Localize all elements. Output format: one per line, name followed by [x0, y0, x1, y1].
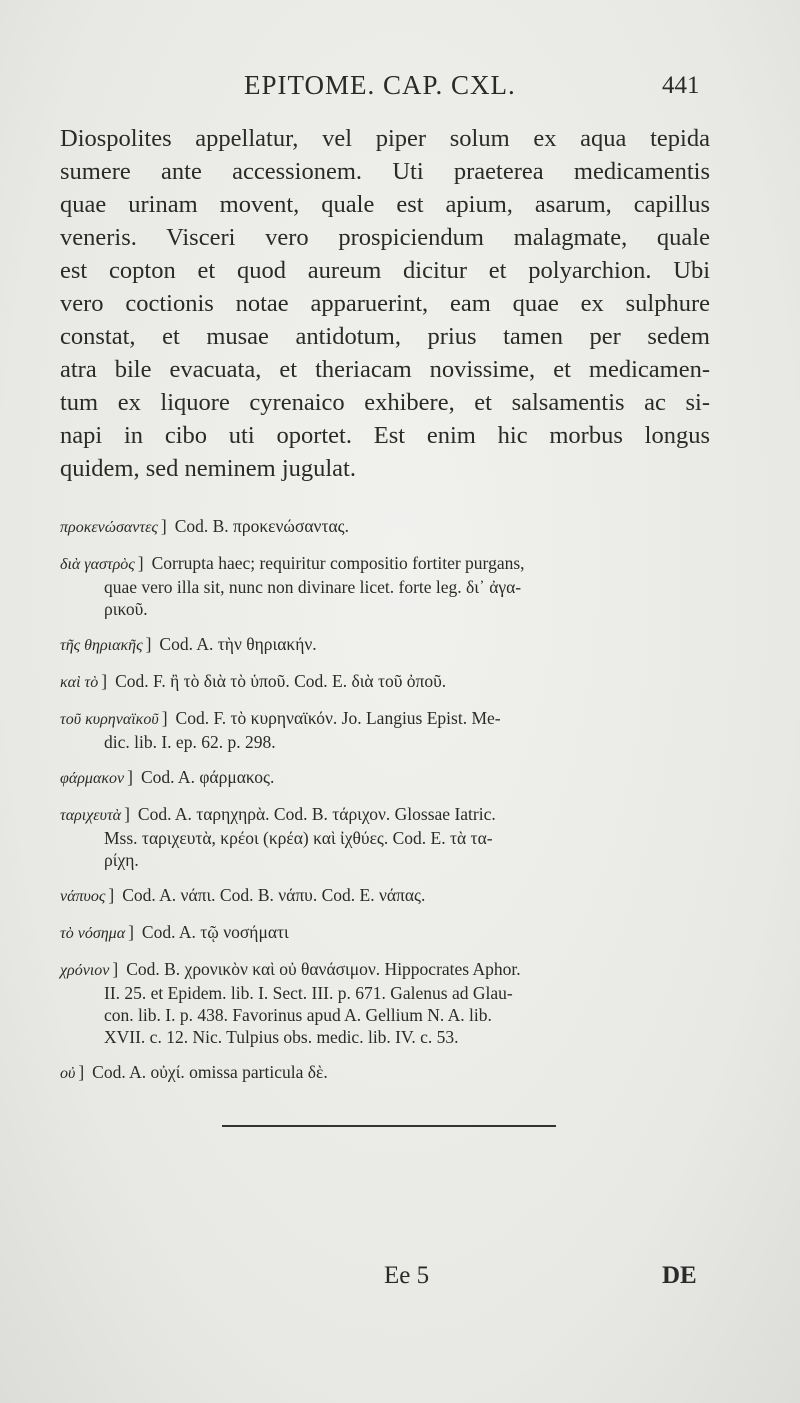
- apparatus-note: [60, 633, 710, 657]
- note-lemma: ταριχευτὰ: [60, 807, 122, 824]
- text-line: Diospolites appellatur, vel piper solum ex aqua tepida: [60, 125, 710, 152]
- note-text: Cod. A. φάρμακος.: [140, 767, 275, 787]
- note-line: [60, 670, 710, 694]
- note-line: [60, 731, 710, 753]
- note-line: [60, 707, 710, 731]
- note-line: [60, 884, 710, 908]
- note-lemma: προκενώσαντες: [60, 519, 158, 536]
- note-text: con. lib. I. p. 438. Favorinus apud A. Gellium N. A. lib.: [104, 1005, 492, 1025]
- note-text: Mss. ταριχευτὰ, κρέοι (κρέα) καὶ ἰχθύες. Cod. E. τὰ τα-: [104, 828, 493, 848]
- apparatus-note: [60, 921, 710, 945]
- text-line: veneris. Visceri vero prospiciendum malagmate, quale: [60, 224, 710, 251]
- critical-apparatus: [60, 515, 710, 1098]
- page-number: 441: [662, 72, 700, 99]
- section-rule: [222, 1125, 556, 1127]
- note-text: XVII. c. 12. Nic. Tulpius obs. medic. lib. IV. c. 53.: [104, 1027, 459, 1047]
- apparatus-note: [60, 707, 710, 753]
- apparatus-note: [60, 670, 710, 694]
- apparatus-note: [60, 884, 710, 908]
- note-text: Cod. B. χρονικὸν καὶ οὐ θανάσιμον. Hippocrates Aphor.: [126, 959, 521, 979]
- note-text: Corrupta haec; requiritur compositio fortiter purgans,: [151, 553, 525, 573]
- note-lemma: τῆς θηριακῆς: [60, 637, 143, 654]
- note-lemma: χρόνιον: [60, 962, 110, 979]
- note-line: [60, 598, 710, 620]
- note-lemma: τὸ νόσημα: [60, 925, 126, 942]
- note-text: II. 25. et Epidem. lib. I. Sect. III. p. 671. Galenus ad Glau-: [104, 983, 513, 1003]
- lemma-bracket: ]: [137, 553, 144, 573]
- note-lemma: νάπυος: [60, 888, 106, 905]
- text-line: tum ex liquore cyrenaico exhibere, et salsamentis ac si-: [60, 389, 710, 416]
- text-line: constat, et musae antidotum, prius tamen per sedem: [60, 323, 710, 350]
- note-line: [60, 921, 710, 945]
- text-line: sumere ante accessionem. Uti praeterea medicamentis: [60, 158, 710, 185]
- note-line: [60, 958, 710, 982]
- catchword: DE: [662, 1262, 697, 1289]
- apparatus-note: [60, 803, 710, 871]
- note-line: [60, 766, 710, 790]
- note-text: dic. lib. I. ep. 62. p. 298.: [104, 732, 276, 752]
- text-line: quae urinam movent, quale est apium, asarum, capillus: [60, 191, 710, 218]
- note-text: Cod. F. τὸ κυρηναϊκόν. Jo. Langius Epist. Me-: [175, 708, 501, 728]
- signature-mark: Ee 5: [384, 1262, 430, 1289]
- note-lemma: καὶ τὸ: [60, 674, 99, 691]
- note-line: [60, 1061, 710, 1085]
- note-text: ρικοῦ.: [104, 599, 148, 619]
- note-text: Cod. A. οὐχί. omissa particula δὲ.: [92, 1062, 328, 1082]
- note-lemma: διὰ γαστρὸς: [60, 556, 135, 573]
- note-line: [60, 803, 710, 827]
- text-line: est copton et quod aureum dicitur et polyarchion. Ubi: [60, 257, 710, 284]
- note-text: Cod. A. νάπι. Cod. B. νάπυ. Cod. E. νάπας.: [122, 885, 426, 905]
- note-text: ρίχη.: [104, 850, 139, 870]
- note-text: Cod. A. ταρηχηρὰ. Cod. B. τάριχον. Glossae Iatric.: [137, 804, 496, 824]
- note-lemma: φάρμακον: [60, 770, 125, 787]
- text-line: napi in cibo uti oportet. Est enim hic morbus longus: [60, 422, 710, 449]
- footer: [0, 1262, 800, 1298]
- lemma-bracket: ]: [108, 885, 115, 905]
- note-line: [60, 1026, 710, 1048]
- apparatus-note: [60, 766, 710, 790]
- note-line: [60, 552, 710, 576]
- lemma-bracket: ]: [145, 634, 152, 654]
- running-head: [0, 66, 800, 106]
- note-line: [60, 515, 710, 539]
- lemma-bracket: ]: [160, 516, 167, 536]
- lemma-bracket: ]: [124, 804, 130, 824]
- note-line: [60, 1004, 710, 1026]
- note-line: [60, 827, 710, 849]
- note-text: Cod. A. τῷ νοσήματι: [141, 922, 289, 942]
- note-text: quae vero illa sit, nunc non divinare licet. forte leg. δι᾽ ἀγα-: [104, 577, 522, 597]
- note-text: Cod. A. τὴν θηριακήν.: [159, 634, 317, 654]
- apparatus-note: [60, 958, 710, 1048]
- main-text: [60, 122, 710, 485]
- lemma-bracket: ]: [127, 767, 133, 787]
- text-line: atra bile evacuata, et theriacam novissime, et medicamen-: [60, 356, 710, 383]
- running-head-title: EPITOME. CAP. CXL.: [244, 70, 516, 100]
- note-line: [60, 633, 710, 657]
- note-line: [60, 982, 710, 1004]
- lemma-bracket: ]: [101, 671, 108, 691]
- text-line: vero coctionis notae apparuerint, eam quae ex sulphure: [60, 290, 710, 317]
- note-line: [60, 849, 710, 871]
- lemma-bracket: ]: [128, 922, 134, 942]
- apparatus-note: [60, 552, 710, 620]
- lemma-bracket: ]: [78, 1062, 85, 1082]
- note-lemma: τοῦ κυρηναϊκοῦ: [60, 711, 159, 728]
- apparatus-note: [60, 515, 710, 539]
- note-line: [60, 576, 710, 598]
- text-line: quidem, sed neminem jugulat.: [60, 455, 356, 482]
- apparatus-note: [60, 1061, 710, 1085]
- note-text: Cod. B. προκενώσαντας.: [174, 516, 349, 536]
- lemma-bracket: ]: [112, 959, 119, 979]
- lemma-bracket: ]: [161, 708, 168, 728]
- note-lemma: οὐ: [60, 1065, 76, 1082]
- note-text: Cod. F. ἢ τὸ διὰ τὸ ὑποῦ. Cod. E. διὰ τοῦ ὀποῦ.: [115, 671, 447, 691]
